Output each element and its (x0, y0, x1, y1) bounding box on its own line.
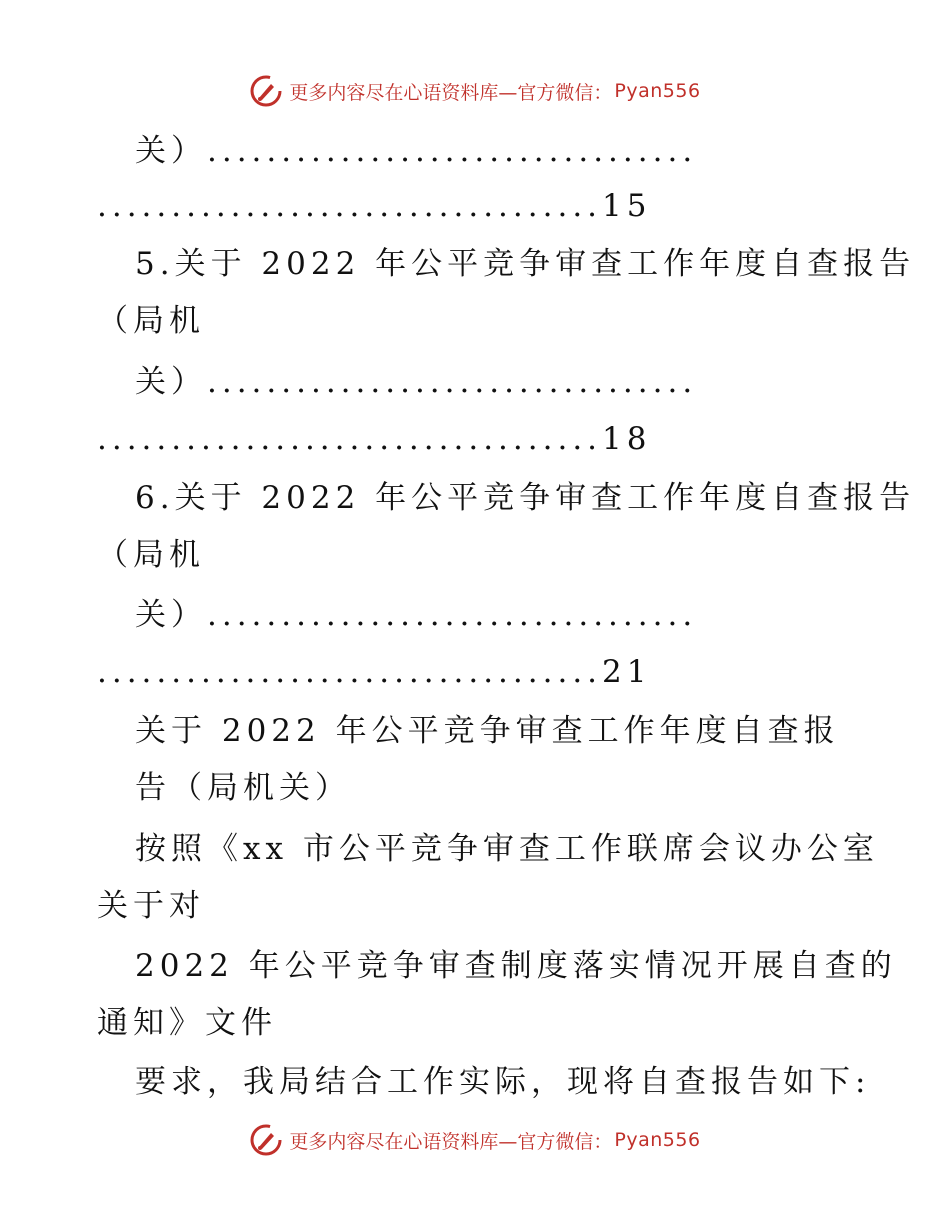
toc-line: 关）................................. (135, 133, 698, 169)
section-title: 关于 2022 年公平竞争审查工作年度自查报 (135, 713, 840, 749)
pen-nib-logo-icon (249, 74, 283, 108)
body-paragraph-line: 按照《xx 市公平竞争审查工作联席会议办公室 (135, 831, 879, 867)
toc-line: 关）................................. (135, 597, 698, 633)
toc-line: （局机 (97, 537, 205, 573)
toc-entry: 5.关于 2022 年公平竞争审查工作年度自查报告 (135, 246, 916, 282)
watermark-footer (0, 1120, 950, 1160)
pen-nib-logo-icon (249, 1123, 283, 1157)
watermark-text: 更多内容尽在心语资料库—官方微信： (289, 81, 613, 104)
watermark-wechat-id: Pyan556 (614, 80, 701, 102)
body-paragraph-line: 关于对 (97, 888, 205, 924)
body-paragraph-line: 2022 年公平竞争审查制度落实情况开展自查的 (135, 948, 897, 984)
watermark-header (0, 71, 950, 111)
body-paragraph-line: 要求，我局结合工作实际，现将自查报告如下: (135, 1064, 871, 1100)
toc-page-line: ..................................18 (97, 421, 652, 457)
toc-entry: 6.关于 2022 年公平竞争审查工作年度自查报告 (135, 480, 916, 516)
body-paragraph-line: 通知》文件 (97, 1005, 277, 1041)
toc-line: 关）................................. (135, 364, 698, 400)
toc-page-line: ..................................15 (97, 188, 652, 224)
toc-page-line: ..................................21 (97, 654, 652, 690)
toc-line: （局机 (97, 303, 205, 339)
watermark-wechat-id: Pyan556 (614, 1129, 701, 1151)
watermark-text: 更多内容尽在心语资料库—官方微信： (289, 1130, 613, 1153)
section-title: 告（局机关） (135, 770, 351, 806)
